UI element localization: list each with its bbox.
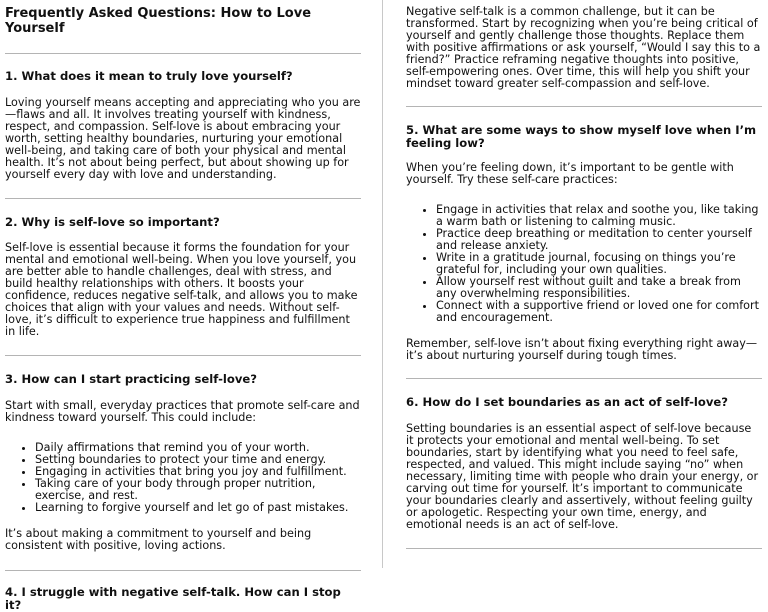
q5-heading: 5. What are some ways to show myself love when I’m feeling low?: [406, 123, 757, 150]
section-divider: [406, 106, 762, 107]
q6-heading: 6. How do I set boundaries as an act of self-love?: [406, 395, 728, 409]
q2-heading: 2. Why is self-love so important?: [5, 215, 220, 229]
q3-outro: It’s about making a commitment to yourself and being consistent with positive, loving actions.: [5, 527, 312, 552]
list-item: • Write in a gratitude journal, focusing on things you’re grateful for, including your own qualities.: [436, 252, 762, 276]
list-item: • Engage in activities that relax and soothe you, like taking a warm bath or listening to calming music.: [436, 204, 762, 228]
page-title: Frequently Asked Questions: How to Love Yourself: [5, 6, 312, 36]
section-divider: [5, 53, 361, 54]
list-item: • Daily affirmations that remind you of your worth.: [35, 442, 361, 454]
q4-answer: Negative self-talk is a common challenge, but it can be transformed. Start by recognizing when you’re being critical of yourself and gently challenge those thoughts. Replace them with positive affirmations or ask yourself, “Would I say this to a friend?” Practice reframing negative thoughts into positive, self-empowering ones. Over time, this will help you shift your mindset toward greater self-compassion and self-love.: [406, 5, 761, 90]
left-column: [5, 0, 361, 612]
right-column: [406, 0, 762, 549]
q5-list: [406, 204, 762, 324]
q3-intro: Start with small, everyday practices that promote self-care and kindness toward yourself. This could include:: [5, 399, 360, 424]
column-divider: [382, 0, 383, 568]
list-item: • Connect with a supportive friend or loved one for comfort and encouragement.: [436, 300, 762, 324]
q3-heading: 3. How can I start practicing self-love?: [5, 372, 257, 386]
section-divider: [406, 378, 762, 379]
list-item: • Learning to forgive yourself and let go of past mistakes.: [35, 502, 361, 514]
section-divider: [406, 548, 762, 549]
q4-heading: 4. I struggle with negative self-talk. How can I stop it?: [5, 585, 341, 612]
q3-list: [5, 442, 361, 514]
list-item: • Practice deep breathing or meditation to center yourself and release anxiety.: [436, 228, 762, 252]
section-divider: [5, 355, 361, 356]
q1-answer: Loving yourself means accepting and appreciating who you are—flaws and all. It involves treating yourself with kindness, respect, and compassion. Self-love is about embracing your worth, setting healthy boundaries, nurturing your emotional well-being, and taking care of both your physical and mental health. It’s not about being perfect, but about showing up for yourself every day with love and understanding.: [5, 96, 361, 181]
q1-heading: 1. What does it mean to truly love yourself?: [5, 69, 293, 83]
q5-outro: Remember, self-love isn’t about fixing everything right away—it’s about nurturing yourself during tough times.: [406, 337, 758, 362]
section-divider: [5, 198, 361, 199]
list-item: • Allow yourself rest without guilt and take a break from any overwhelming responsibilities.: [436, 276, 762, 300]
q2-answer: Self-love is essential because it forms the foundation for your mental and emotional well-being. When you love yourself, you are better able to handle challenges, deal with stress, and build healthy relationships with others. It boosts your confidence, reduces negative self-talk, and allows you to make choices that align with your values and needs. Without self-love, it’s difficult to experience true happiness and fulfillment in life.: [5, 241, 358, 338]
section-divider: [5, 570, 361, 571]
list-item: • Engaging in activities that bring you joy and fulfillment.: [35, 466, 361, 478]
list-item: • Setting boundaries to protect your time and energy.: [35, 454, 361, 466]
q5-intro: When you’re feeling down, it’s important to be gentle with yourself. Try these self-care practices:: [406, 161, 734, 186]
list-item: • Taking care of your body through proper nutrition, exercise, and rest.: [35, 478, 361, 502]
q6-answer: Setting boundaries is an essential aspect of self-love because it protects your emotional and mental well-being. To set boundaries, start by identifying what you need to feel safe, respected, and valued. This might include saying “no” when necessary, limiting time with people who drain your energy, or carving out time for yourself. It’s important to communicate your boundaries clearly and assertively, without feeling guilty or apologetic. Respecting your own time, energy, and emotional needs is an act of self-love.: [406, 422, 759, 531]
